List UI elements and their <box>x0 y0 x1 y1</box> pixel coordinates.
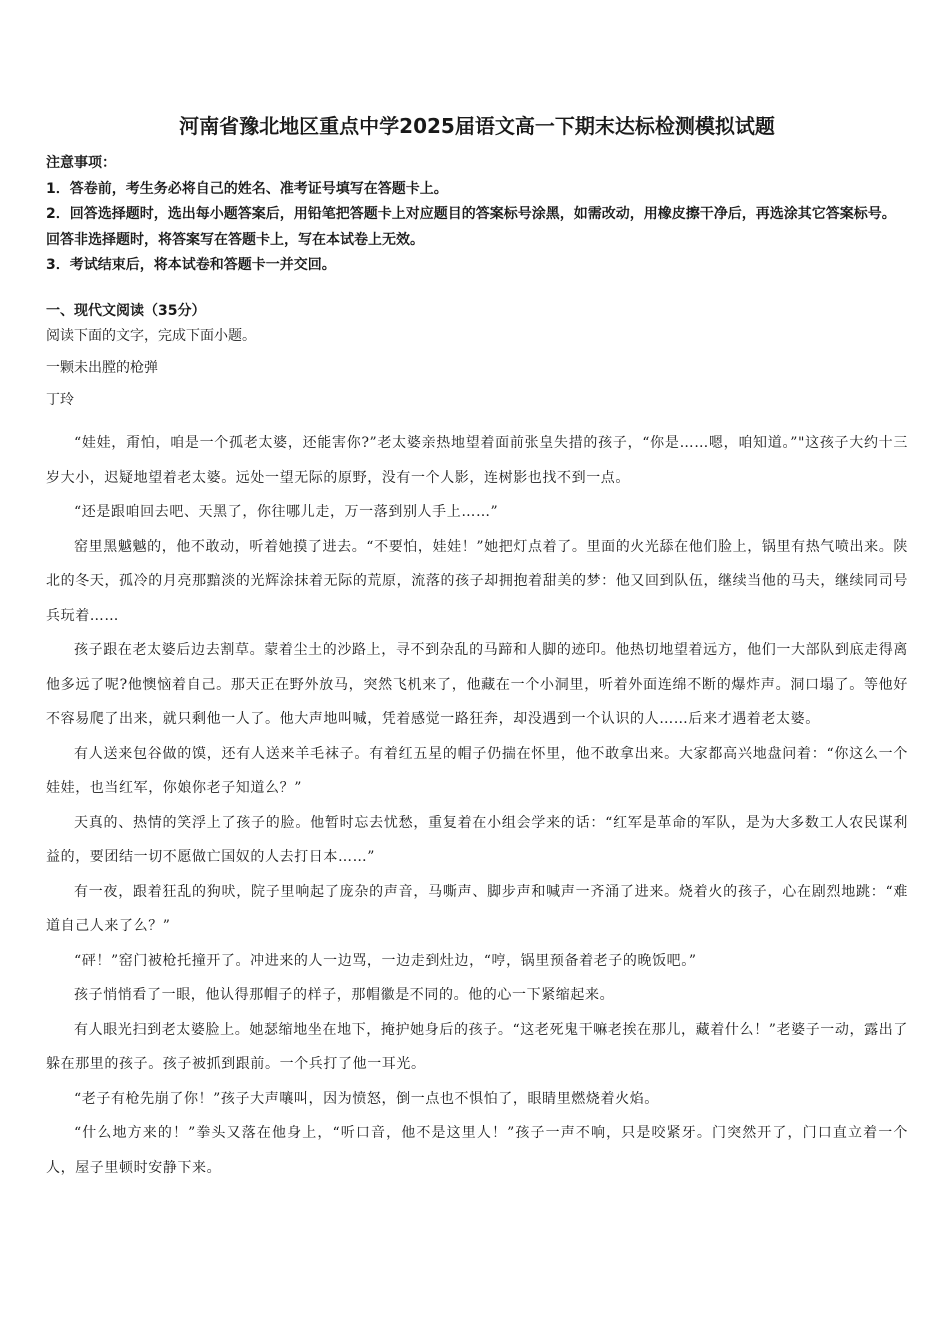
story-paragraph: 窑里黑魆魆的，他不敢动，听着她摸了进去。“不要怕，娃娃！”她把灯点着了。里面的火光舔在他们脸上，锅里有热气喷出来。陕北的冬天，孤冷的月亮那黯淡的光辉涂抹着无际的荒原，流落的孩子却拥抱着甜美的梦：他又回到队伍，继续当他的马夫，继续同司号兵玩着…… <box>46 538 908 624</box>
story-paragraph: “娃娃，甭怕，咱是一个孤老太婆，还能害你?”老太婆亲热地望着面前张皇失措的孩子，“你是……嗯，咱知道。”"这孩子大约十三岁大小，迟疑地望着老太婆。远处一望无际的原野，没有一个人影，连树影也找不到一点。 <box>46 435 908 486</box>
notes-block <box>46 151 908 279</box>
story-paragraph: 有一夜，跟着狂乱的狗吠，院子里响起了庞杂的声音，马嘶声、脚步声和喊声一齐涌了进来。烧着火的孩子，心在剧烈地跳：“难道自己人来了么？” <box>46 883 908 934</box>
story-paragraph: 有人送来包谷做的馍，还有人送来羊毛袜子。有着红五星的帽子仍揣在怀里，他不敢拿出来。大家都高兴地盘问着：“你这么一个娃娃，也当红军，你娘你老子知道么？” <box>46 745 908 796</box>
story-paragraph: 孩子悄悄看了一眼，他认得那帽子的样子，那帽徽是不同的。他的心一下紧缩起来。 <box>74 987 615 1003</box>
story-paragraph: “老子有枪先崩了你！”孩子大声嚷叫，因为愤怒，倒一点也不惧怕了，眼睛里燃烧着火焰。 <box>74 1090 659 1107</box>
exam-title: 河南省豫北地区重点中学2025届语文高一下期末达标检测模拟试题 <box>179 114 775 138</box>
story-title: 一颗未出膛的枪弹 <box>46 360 158 376</box>
notes-item-2: 2．回答选择题时，选出每小题答案后，用铅笔把答题卡上对应题目的答案标号涂黑，如需改动，用橡皮擦干净后，再选涂其它答案标号。回答非选择题时，将答案写在答题卡上，写在本试卷上无效。 <box>46 206 896 248</box>
section-heading: 一、现代文阅读（35分） <box>46 303 206 319</box>
story-paragraph: 有人眼光扫到老太婆脸上。她瑟缩地坐在地下，掩护她身后的孩子。“这老死鬼干嘛老挨在那儿，藏着什么！”老婆子一动，露出了躲在那里的孩子。孩子被抓到跟前。一个兵打了他一耳光。 <box>46 1021 908 1072</box>
story-paragraph: 天真的、热情的笑浮上了孩子的脸。他暂时忘去忧愁，重复着在小组会学来的话：“红军是革命的军队，是为大多数工人农民谋利益的，要团结一切不愿做亡国奴的人去打日本……” <box>46 814 908 865</box>
notes-item-1: 1．答卷前，考生务必将自己的姓名、准考证号填写在答题卡上。 <box>46 180 448 197</box>
story-paragraph: 孩子跟在老太婆后边去割草。蒙着尘土的沙路上，寻不到杂乱的马蹄和人脚的迹印。他热切地望着远方，他们一大部队到底走得离他多远了呢?他懊恼着自己。那天正在野外放马，突然飞机来了，他藏在一个小洞里，听着外面连绵不断的爆炸声。洞口塌了。等他好不容易爬了出来，就只剩他一人了。他大声地叫喊，凭着感觉一路狂奔，却没遇到一个认识的人……后来才遇着老太婆。 <box>46 642 908 727</box>
story-paragraph: “什么地方来的！”拳头又落在他身上，“听口音，他不是这里人！”孩子一声不响，只是咬紧牙。门突然开了，门口直立着一个人，屋子里顿时安静下来。 <box>46 1125 908 1176</box>
story-paragraph: “还是跟咱回去吧、天黑了，你往哪儿走，万一落到别人手上……” <box>74 504 499 520</box>
section-instruction: 阅读下面的文字，完成下面小题。 <box>46 328 256 344</box>
notes-heading: 注意事项： <box>46 155 116 171</box>
story-paragraph: “砰！”窑门被枪托撞开了。冲进来的人一边骂，一边走到灶边，“哼，锅里预备着老子的晚饭吧。” <box>74 952 697 969</box>
notes-item-3: 3．考试结束后，将本试卷和答题卡一并交回。 <box>46 257 336 273</box>
story-body <box>46 426 908 1185</box>
story-author: 丁玲 <box>46 392 74 408</box>
reading-section <box>46 299 908 1185</box>
